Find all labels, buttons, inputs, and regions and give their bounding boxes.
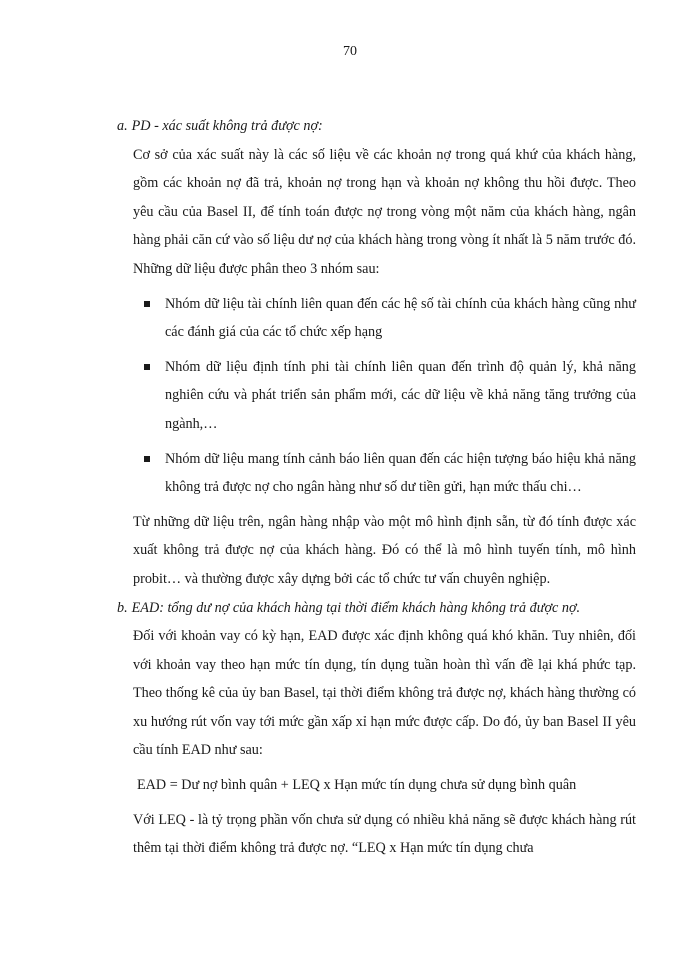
section-a-conclusion: Từ những dữ liệu trên, ngân hàng nhập vào một mô hình định sẵn, từ đó tính được xác xuất không trả được nợ của khách hàng. Đó có thể là mô hình tuyến tính, mô hình probit… và thường được xây dựng bởi các tổ chức tư vấn chuyên nghiệp.	[133, 513, 636, 587]
list-item-text: Nhóm dữ liệu định tính phi tài chính liên quan đến trình độ quản lý, khả năng nghiên cứu và phát triển sản phẩm mới, các dữ liệu về khả năng tăng trưởng của ngành,…	[165, 358, 636, 432]
list-item	[165, 290, 636, 347]
data-group-list	[117, 290, 636, 502]
bullet-icon	[144, 301, 150, 307]
list-item	[165, 353, 636, 439]
section-a-label: a.	[117, 118, 128, 134]
section-b-paragraph: Đối với khoản vay có kỳ hạn, EAD được xác định không quá khó khăn. Tuy nhiên, đối với khoản vay theo hạn mức tín dụng, tín dụng tuần hoàn thì vấn đề lại khá phức tạp. Theo thống kê của ủy ban Basel, tại thời điểm không trả được nợ, khách hàng thường có xu hướng rút vốn vay tới mức gần xấp xỉ hạn mức được cấp. Do đó, ủy ban Basel II yêu cầu tính EAD như sau:	[133, 628, 636, 759]
section-b-closing: Với LEQ - là tỷ trọng phần vốn chưa sử dụng có nhiều khả năng sẽ được khách hàng rút thêm tại thời điểm không trả được nợ. “LEQ x Hạn mức tín dụng chưa	[133, 811, 636, 857]
page-content	[117, 112, 636, 863]
section-a-intro: Cơ sở của xác suất này là các số liệu về các khoản nợ trong quá khứ của khách hàng, gồm các khoản nợ đã trả, khoản nợ trong hạn và khoản nợ không thu hồi được. Theo yêu cầu của Basel II, để tính toán được nợ trong vòng một năm của khách hàng, ngân hàng phải căn cứ vào số liệu dư nợ của khách hàng trong vòng ít nhất là 5 năm trước đó. Những dữ liệu được phân theo 3 nhóm sau:	[133, 146, 636, 277]
section-a-title: PD - xác suất không trả được nợ:	[131, 118, 323, 134]
section-b-heading	[117, 594, 636, 623]
bullet-icon	[144, 364, 150, 370]
list-item-text: Nhóm dữ liệu tài chính liên quan đến các hệ số tài chính của khách hàng cũng như các đánh giá của các tổ chức xếp hạng	[165, 295, 636, 341]
section-b-label: b.	[117, 599, 128, 616]
bullet-icon	[144, 456, 150, 462]
ead-formula: EAD = Dư nợ bình quân + LEQ x Hạn mức tín dụng chưa sử dụng bình quân	[137, 777, 577, 794]
section-a-heading	[117, 112, 636, 141]
section-b-title: EAD: tổng dư nợ của khách hàng tại thời điểm khách hàng không trả được nợ.	[131, 599, 581, 616]
list-item-text: Nhóm dữ liệu mang tính cảnh báo liên quan đến các hiện tượng báo hiệu khả năng không trả được nợ cho ngân hàng như số dư tiền gửi, hạn mức thấu chi…	[165, 450, 636, 496]
list-item	[165, 445, 636, 502]
page-number: 70	[343, 44, 357, 59]
